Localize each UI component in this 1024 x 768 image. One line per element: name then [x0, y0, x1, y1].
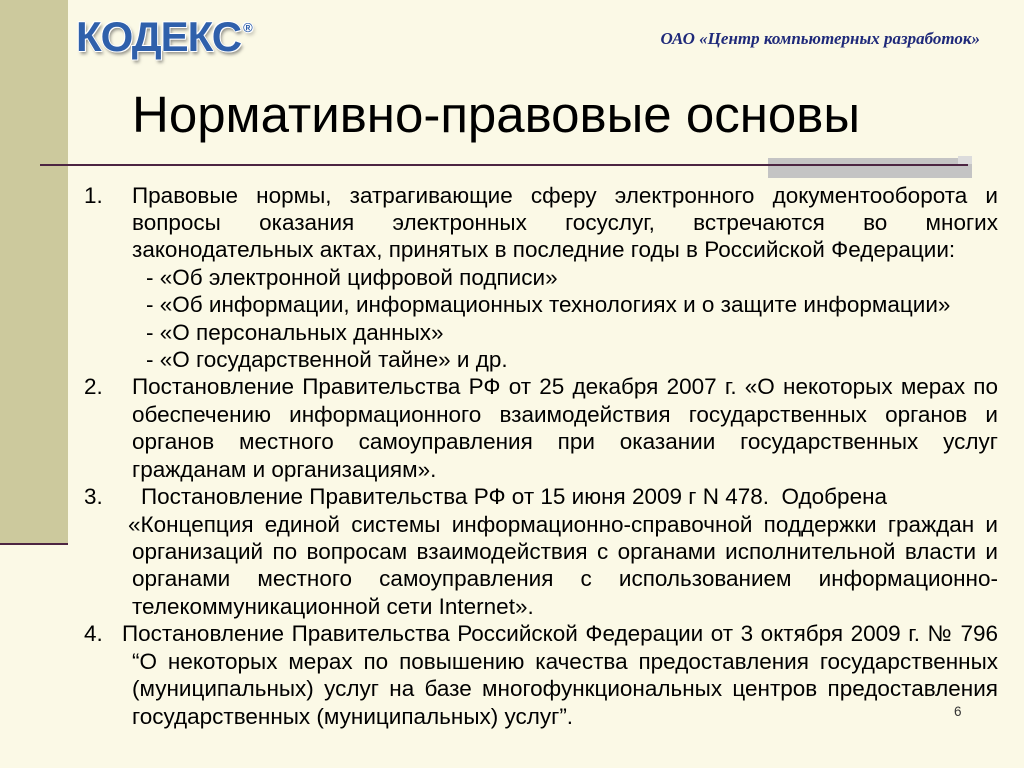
list-item-text-line: (муниципальных) услуг на базе многофункциональных центров предоставления: [132, 676, 998, 702]
list-item-text-line: обеспечению информационного взаимодействия государственных органов и: [132, 401, 998, 427]
registered-mark: ®: [243, 20, 253, 35]
company-name: ОАО «Центр компьютерных разработок»: [660, 29, 980, 48]
list-item-2: [0, 373, 1024, 483]
list-item-text-line: органов местного самоуправления при оказании государственных услуг: [132, 429, 998, 455]
list-item-text-line: органами местного самоуправления с использованием информационно-: [132, 566, 998, 592]
title-rule-shadow: [768, 158, 972, 178]
legal-basis-list: [0, 182, 1024, 730]
title-rule: [40, 164, 968, 166]
list-item-number: 4.: [84, 621, 103, 647]
logo-text: КОДЕКС: [76, 13, 242, 60]
kodeks-logo: [76, 13, 253, 60]
list-item-text-line: государственных (муниципальных) услуг”.: [132, 703, 574, 729]
slide-title: Нормативно-правовые основы: [132, 86, 860, 143]
list-item-text-line: Постановление Правительства Российской Федерации от 3 октября 2009 г. № 796: [122, 621, 998, 647]
law-reference-item: - «О персональных данных»: [146, 319, 444, 345]
list-item-number: 3.: [84, 484, 103, 510]
law-reference-item: - «Об электронной цифровой подписи»: [146, 264, 558, 290]
law-reference-item: - «О государственной тайне» и др.: [146, 347, 508, 373]
list-item-text-line: организаций по вопросам взаимодействия с органами исполнительной власти и: [132, 538, 998, 564]
list-item-1: [0, 182, 1024, 374]
list-item-text-line: вопросы оказания электронных госуслуг, встречаются во многих: [132, 209, 998, 235]
list-item-4: [0, 620, 1024, 730]
law-reference-item: - «Об информации, информационных технологиях и о защите информации»: [146, 292, 951, 318]
list-item-text-line: Правовые нормы, затрагивающие сферу электронного документооборота и: [132, 182, 998, 208]
list-item-text-line: гражданам и организациям».: [132, 456, 437, 482]
list-item-number: 1.: [84, 182, 103, 208]
list-item-text-line: законодательных актах, принятых в последние годы в Российской Федерации:: [132, 237, 956, 263]
title-rule-notch: [958, 156, 972, 164]
list-item-text-line: «Концепция единой системы информационно-справочной поддержки граждан и: [128, 511, 998, 537]
list-item-text-line: “О некоторых мерах по повышению качества предоставления государственных: [132, 648, 998, 674]
list-item-text-line: Постановление Правительства РФ от 15 июня 2009 г N 478. Одобрена: [141, 484, 888, 510]
list-item-text-line: телекоммуникационной сети Internet».: [132, 593, 534, 619]
list-item-3: [0, 483, 1024, 620]
list-item-text-line: Постановление Правительства РФ от 25 декабря 2007 г. «О некоторых мерах по: [132, 374, 998, 400]
page-number: 6: [954, 704, 962, 719]
list-item-number: 2.: [84, 374, 103, 400]
